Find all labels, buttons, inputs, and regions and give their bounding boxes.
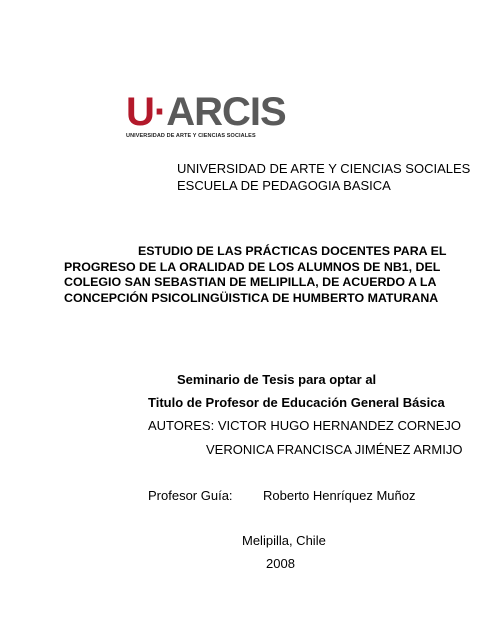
logo-letters-arcis: ARCIS	[166, 90, 286, 134]
title-line-3: COLEGIO SAN SEBASTIAN DE MELIPILLA, DE ACUERDO A LA	[64, 275, 437, 289]
year: 2008	[266, 556, 295, 571]
authors-line: AUTORES: VICTOR HUGO HERNANDEZ CORNEJO	[148, 418, 461, 433]
title-line-1: ESTUDIO DE LAS PRÁCTICAS DOCENTES PARA EL	[138, 244, 447, 258]
logo-wordmark	[126, 92, 286, 132]
school-name: ESCUELA DE PEDAGOGIA BASICA	[177, 178, 391, 193]
logo-letter-u: U	[126, 90, 154, 134]
seminar-line-1: Seminario de Tesis para optar al	[177, 372, 377, 387]
second-author: VERONICA FRANCISCA JIMÉNEZ ARMIJO	[206, 442, 463, 457]
title-line-2: PROGRESO DE LA ORALIDAD DE LOS ALUMNOS DE NB1, DEL	[64, 259, 441, 274]
institution-name: UNIVERSIDAD DE ARTE Y CIENCIAS SOCIALES	[177, 161, 471, 176]
seminar-line-2: Titulo de Profesor de Educación General Básica	[148, 395, 445, 410]
guide-name: Roberto Henríquez Muñoz	[263, 488, 416, 503]
logo-subtitle: UNIVERSIDAD DE ARTE Y CIENCIAS SOCIALES	[126, 133, 256, 139]
place: Melipilla, Chile	[242, 533, 326, 548]
logo-dot: ·	[153, 90, 167, 134]
thesis-title	[64, 244, 447, 306]
university-logo	[126, 92, 286, 139]
title-line-4: CONCEPCIÓN PSICOLINGÜISTICA DE HUMBERTO MATURANA	[64, 290, 439, 305]
guide-label: Profesor Guía:	[148, 488, 233, 503]
